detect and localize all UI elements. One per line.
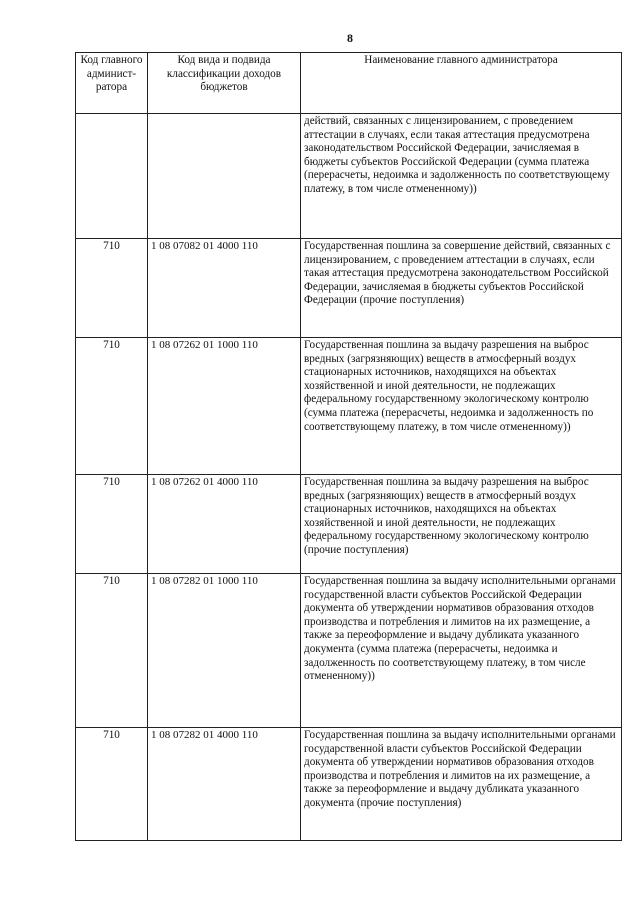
- admin-name-cell: Государственная пошлина за совершение действий, связанных с лицензированием, с проведением аттестации в случаях, если такая аттестация предусмотрена законодательством Российской Федерации, зачисляемая в бюджеты субъектов Российской Федерации (прочие поступления): [301, 239, 622, 338]
- admin-name-cell: Государственная пошлина за выдачу разрешения на выброс вредных (загрязняющих) веществ в атмосферный воздух стационарных источников, находящихся на объектах хозяйственной и иной деятельности, не подлежащих федеральному государственному экологическому контролю (сумма платежа (перерасчеты, недоимка и задолженность по соответствующему платежу, в том числе отмененному)): [301, 338, 622, 475]
- kbk-cell: 1 08 07282 01 1000 110: [148, 574, 301, 728]
- table-header-row: [76, 53, 622, 114]
- kbk-cell: 1 08 07282 01 4000 110: [148, 728, 301, 841]
- admin-code-cell: 710: [76, 475, 148, 574]
- admin-name-cell: Государственная пошлина за выдачу разрешения на выброс вредных (загрязняющих) веществ в атмосферный воздух стационарных источников, находящихся на объектах хозяйственной и иной деятельности, не подлежащих федеральному государственному экологическому контролю (прочие поступления): [301, 475, 622, 574]
- table-row: [76, 114, 622, 239]
- table-row: [76, 475, 622, 574]
- table-row: [76, 728, 622, 841]
- kbk-cell: [148, 114, 301, 239]
- admin-name-cell: действий, связанных с лицензированием, с проведением аттестации в случаях, если такая аттестация предусмотрена законодательством Российской Федерации, зачисляемая в бюджеты субъектов Российской Федерации (сумма платежа (перерасчеты, недоимка и задолженность по соответствующему платежу, в том числе отмененному)): [301, 114, 622, 239]
- admin-code-cell: 710: [76, 239, 148, 338]
- admin-code-cell: 710: [76, 574, 148, 728]
- table-row: [76, 338, 622, 475]
- admin-code-cell: 710: [76, 728, 148, 841]
- revenue-table: [75, 52, 622, 841]
- admin-name-cell: Государственная пошлина за выдачу исполнительными органами государственной власти субъектов Российской Федерации документа об утверждении нормативов образования отходов производства и потребления и лимитов на их размещение, а также за переоформление и выдачу дубликата указанного документа (прочие поступления): [301, 728, 622, 841]
- kbk-cell: 1 08 07082 01 4000 110: [148, 239, 301, 338]
- header-admin-name: Наименование главного администратора: [301, 53, 622, 114]
- header-admin-code: Код главного админист-ратора: [76, 53, 148, 114]
- admin-code-cell: [76, 114, 148, 239]
- admin-code-cell: 710: [76, 338, 148, 475]
- kbk-cell: 1 08 07262 01 1000 110: [148, 338, 301, 475]
- page-number: 8: [347, 31, 353, 45]
- table-row: [76, 239, 622, 338]
- table-row: [76, 574, 622, 728]
- kbk-cell: 1 08 07262 01 4000 110: [148, 475, 301, 574]
- header-kbk: Код вида и подвида классификации доходов бюджетов: [148, 53, 301, 114]
- admin-name-cell: Государственная пошлина за выдачу исполнительными органами государственной власти субъектов Российской Федерации документа об утверждении нормативов образования отходов производства и потребления и лимитов на их размещение, а также за переоформление и выдачу дубликата указанного документа (сумма платежа (перерасчеты, недоимка и задолженность по соответствующему платежу, в том числе отмененному)): [301, 574, 622, 728]
